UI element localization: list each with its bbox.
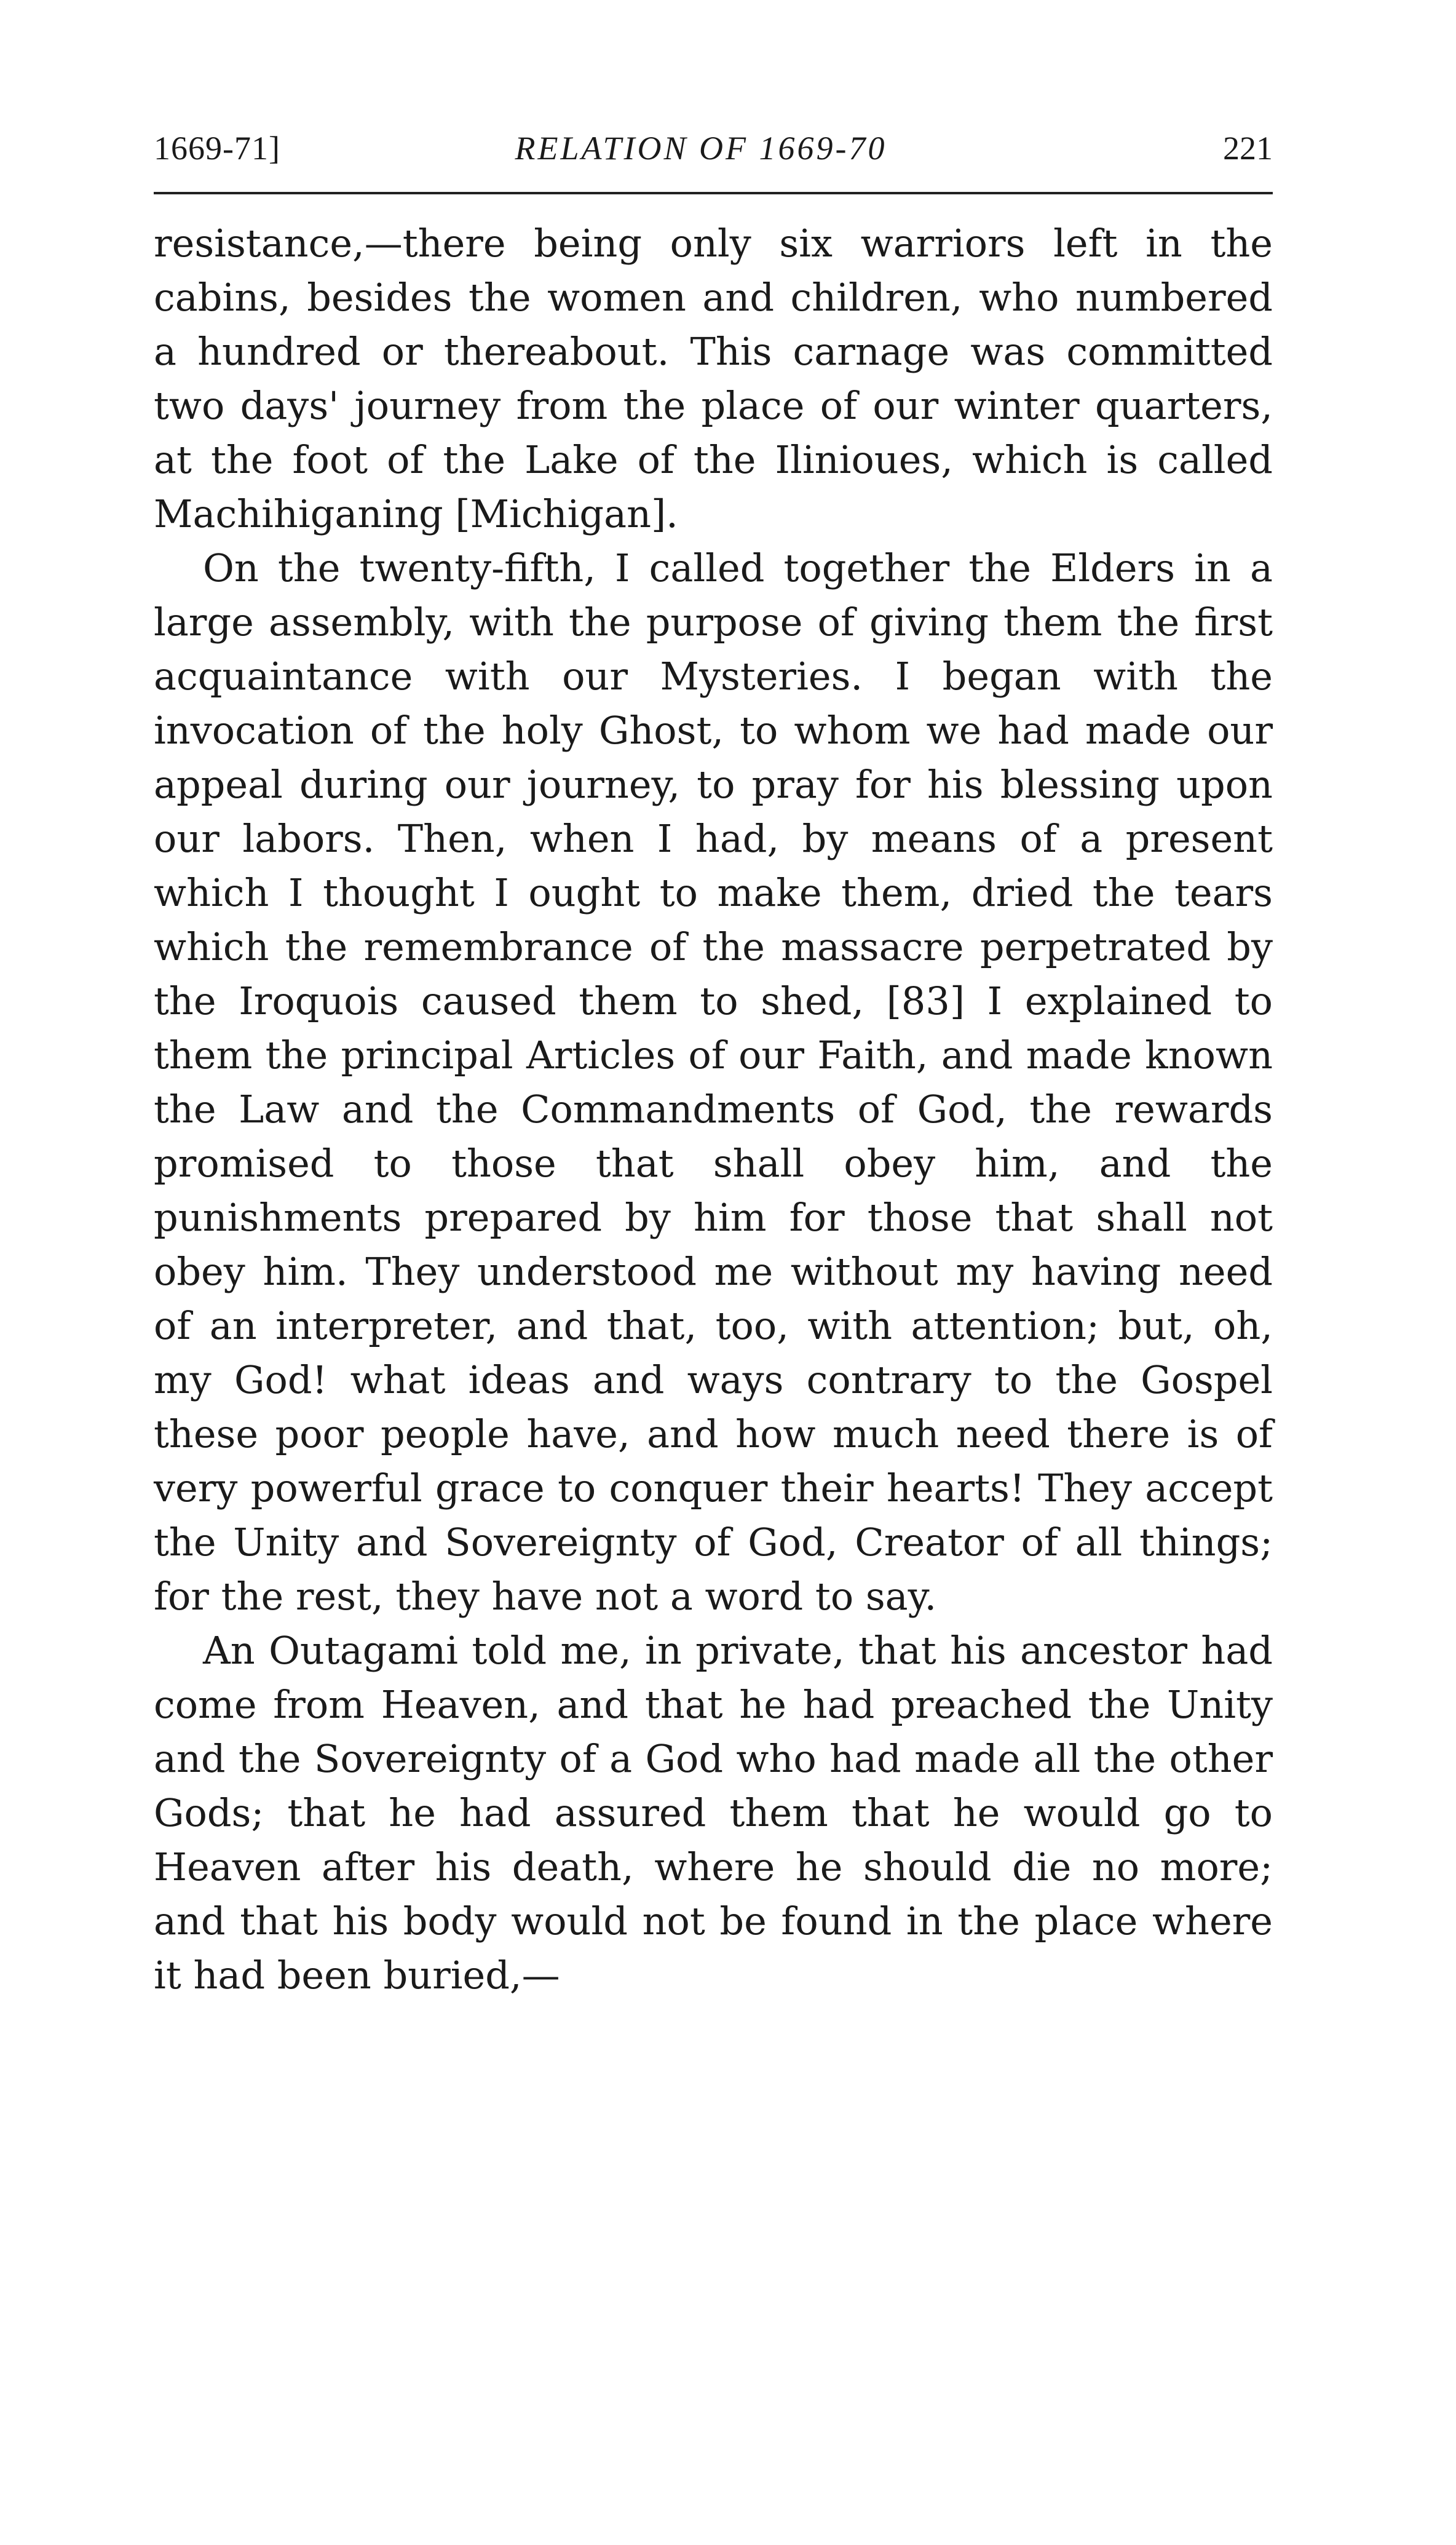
page-number: 221	[1223, 130, 1273, 167]
paragraph: An Outagami told me, in private, that his ancestor had come from Heaven, and that he had preached the Unity and the Sovereignty of a God who had made all the other Gods; that he had assured them that he would go to Heaven after his death, where he should die no more; and that his body would not be found in the place where it had been buried,—	[154, 1628, 1273, 1998]
header-rule	[154, 192, 1273, 194]
paragraph-continued: resistance,—there being only six warriors left in the cabins, besides the women and children, who numbered a hundred or thereabout. This carnage was committed two days' journey from the place of our winter quarters, at the foot of the Lake of the Ilinioues, which is called Machihiganing [Michigan].	[154, 221, 1273, 536]
running-header	[154, 129, 1273, 178]
header-date-range: 1669-71]	[154, 130, 280, 167]
body-text	[154, 216, 1273, 2003]
paragraph: On the twenty-fifth, I called together the Elders in a large assembly, with the purpose of giving them the first acquaintance with our Mysteries. I began with the invocation of the holy Ghost, to whom we had made our appeal during our journey, to pray for his blessing upon our labors. Then, when I had, by means of a present which I thought I ought to make them, dried the tears which the remembrance of the massacre perpetrated by the Iroquois caused them to shed, [83] I explained to them the principal Articles of our Faith, and made known the Law and the Commandments of God, the rewards promised to those that shall obey him, and the punishments prepared by him for those that shall not obey him. They understood me without my having need of an interpreter, and that, too, with attention; but, oh, my God! what ideas and ways contrary to the Gospel these poor people have, and how much need there is of very powerful grace to conquer their hearts! They accept the Unity and Sovereignty of God, Creator of all things; for the rest, they have not a word to say.	[154, 546, 1273, 1619]
header-title: RELATION OF 1669-70	[515, 130, 887, 167]
